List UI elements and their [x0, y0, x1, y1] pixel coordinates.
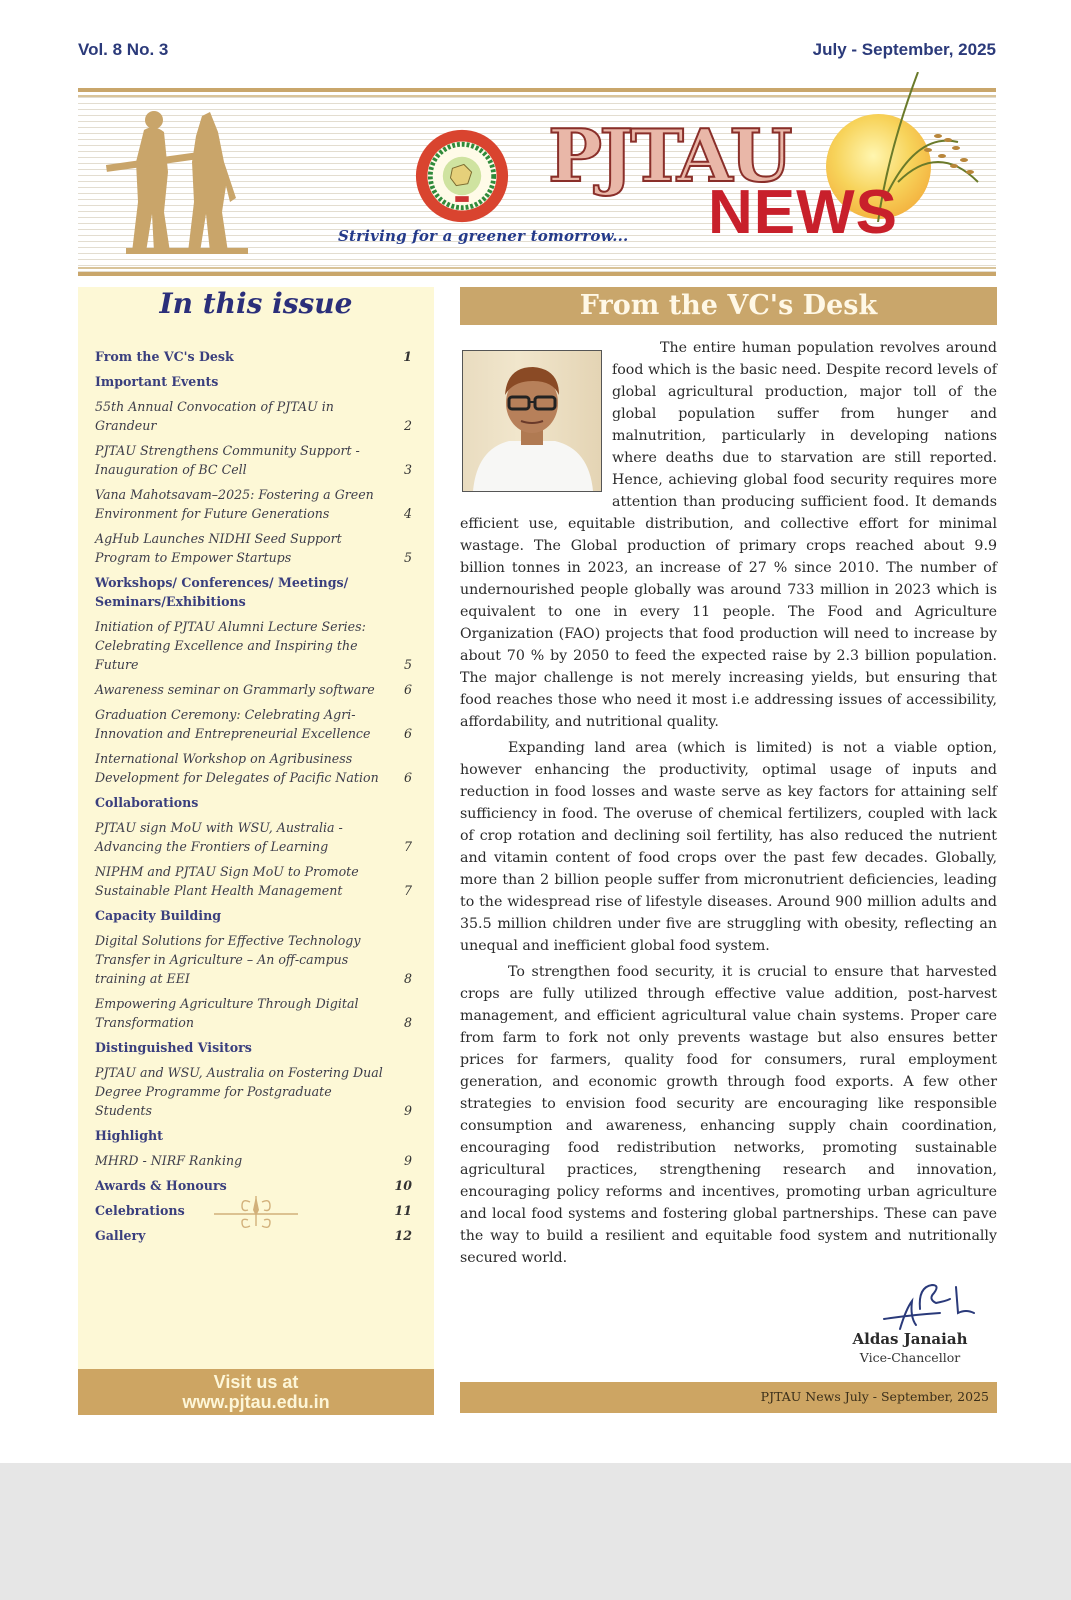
toc-item-title: Empowering Agriculture Through Digital Transformation [95, 996, 359, 1030]
toc-item-title: AgHub Launches NIDHI Seed Support Program to Empower Startups [95, 531, 342, 565]
vc-desk-article [460, 287, 997, 1365]
toc-item-title: International Workshop on Agribusiness Development for Delegates of Pacific Nation [95, 751, 379, 785]
toc-section-heading[interactable] [95, 906, 412, 925]
toc-item-title: Graduation Ceremony: Celebrating Agri-Innovation and Entrepreneurial Excellence [95, 707, 371, 741]
issue-period: July - September, 2025 [812, 40, 996, 59]
toc-entry[interactable] [95, 617, 412, 674]
toc-entry[interactable] [95, 862, 412, 900]
toc-list [95, 347, 412, 1251]
toc-item-title: Workshops/ Conferences/ Meetings/ Seminars/Exhibitions [95, 575, 349, 609]
toc-page-number: 11 [394, 1203, 412, 1218]
toc-item-title: PJTAU and WSU, Australia on Fostering Dual Degree Programme for Postgraduate Students [95, 1065, 383, 1118]
masthead-tagline: Striving for a greener tomorrow... [338, 227, 629, 245]
toc-page-number: 1 [403, 349, 412, 364]
toc-page-number: 2 [403, 418, 412, 433]
toc-section-heading[interactable] [95, 347, 412, 366]
toc-entry[interactable] [95, 705, 412, 743]
toc-section-heading[interactable] [95, 1126, 412, 1145]
farmers-silhouette-icon [106, 102, 256, 257]
toc-item-title: Gallery [95, 1228, 146, 1243]
toc-page-number: 4 [403, 506, 412, 521]
toc-item-title: PJTAU Strengthens Community Support - Inauguration of BC Cell [95, 443, 360, 477]
toc-item-title: 55th Annual Convocation of PJTAU in Grandeur [95, 399, 334, 433]
toc-section-heading[interactable] [95, 573, 412, 611]
toc-page-number: 12 [394, 1228, 412, 1243]
toc-entry[interactable] [95, 749, 412, 787]
toc-section-heading[interactable] [95, 1038, 412, 1057]
signature-block [820, 1279, 1000, 1365]
toc-page-number: 8 [403, 1015, 412, 1030]
toc-item-title: Collaborations [95, 795, 199, 810]
toc-entry[interactable] [95, 1063, 412, 1120]
vice-chancellor-photo [462, 350, 602, 492]
toc-page-number: 6 [403, 726, 412, 741]
table-of-contents [78, 287, 434, 1415]
toc-title: In this issue [159, 287, 353, 320]
article-paragraph: To strengthen food security, it is crucial to ensure that harvested crops are fully utilized through effective value addition, post-harvest management, and efficient agricultural value chain systems. Proper care from farm to fork not only prevents wastage but also ensures better prices for farmers, quality food for consumers, rural employment generation, and economic growth through food exports. A few other strategies to envision food security are encouraging like responsible consumption and awareness, enhancing supply chain coordination, encouraging food redistribution networks, promoting sustainable agricultural practices, strengthening research and innovation, encouraging policy reforms and incentives, promoting urban agriculture and local food systems and fostering global partnerships. These can pave the way to build a resilient and equitable food system and nutritionally secured world. [460, 964, 997, 1266]
logo-news-wordmark: NEWS [708, 178, 898, 247]
toc-item-title: Capacity Building [95, 908, 222, 923]
toc-item-title: Initiation of PJTAU Alumni Lecture Series: Celebrating Excellence and Inspiring the Future [95, 619, 366, 672]
toc-entry[interactable] [95, 931, 412, 988]
toc-page-number: 3 [403, 462, 412, 477]
toc-item-title: Important Events [95, 374, 219, 389]
toc-page-number: 9 [403, 1103, 412, 1118]
article-paragraph: The entire human population revolves around food which is the basic need. Despite record levels of global agricultural production, major toll of the global population suffer from hunger and malnutrition, particularly in developing nations where deaths due to starvation are still reported. Hence, achieving global food security requires more attention than producing sufficient food. It demands efficient use, equitable distribution, and collective effort for minimal wastage. The Global production of primary crops reached about 9.9 billion tonnes in 2023, an increase of 27 % since 2010. The number of undernourished people globally was around 733 million in 2023 which is equivalent to one in every 11 people. The Food and Agriculture Organization (FAO) projects that food production will need to increase by about 70 % by 2050 to feed the expected raise by 2.3 billion population. The major challenge is not merely increasing yields, but ensuring that food reaches those who need it most i.e addressing issues of accessibility, affordability, and nutritional quality. [460, 340, 997, 730]
visit-label: Visit us at [213, 1372, 299, 1392]
toc-entry[interactable] [95, 397, 412, 435]
toc-page-number: 8 [403, 971, 412, 986]
toc-section-heading[interactable] [95, 793, 412, 812]
university-seal-logo [414, 128, 510, 224]
toc-item-title: From the VC's Desk [95, 349, 234, 364]
toc-item-title: Awareness seminar on Grammarly software [95, 682, 375, 697]
toc-page-number: 5 [403, 657, 412, 672]
toc-item-title: Distinguished Visitors [95, 1040, 252, 1055]
toc-item-title: MHRD - NIRF Ranking [95, 1153, 243, 1168]
website-banner[interactable] [78, 1369, 434, 1415]
toc-item-title: Highlight [95, 1128, 163, 1143]
toc-entry[interactable] [95, 680, 412, 699]
toc-page-number: 6 [403, 770, 412, 785]
masthead-rule-bottom [78, 267, 996, 269]
toc-page-number: 7 [403, 839, 412, 854]
toc-entry[interactable] [95, 441, 412, 479]
toc-page-number: 10 [394, 1178, 412, 1193]
toc-entry[interactable] [95, 529, 412, 567]
toc-page-number: 7 [403, 883, 412, 898]
toc-page-number: 6 [403, 682, 412, 697]
toc-item-title: Awards & Honours [95, 1178, 227, 1193]
page-footer [460, 1382, 997, 1413]
toc-item-title: PJTAU sign MoU with WSU, Australia - Advancing the Frontiers of Learning [95, 820, 343, 854]
toc-item-title: Vana Mahotsavam–2025: Fostering a Green Environment for Future Generations [95, 487, 374, 521]
toc-section-heading[interactable] [95, 372, 412, 391]
toc-page-number: 9 [403, 1153, 412, 1168]
masthead-banner [78, 88, 996, 276]
toc-page-number: 5 [403, 550, 412, 565]
toc-item-title: NIPHM and PJTAU Sign MoU to Promote Sustainable Plant Health Management [95, 864, 359, 898]
toc-entry[interactable] [95, 994, 412, 1032]
running-title: PJTAU News July - September, 2025 [760, 1389, 989, 1404]
portrait-icon [463, 351, 601, 491]
toc-entry[interactable] [95, 1151, 412, 1170]
toc-entry[interactable] [95, 485, 412, 523]
volume-number: Vol. 8 No. 3 [78, 40, 169, 59]
article-paragraph: Expanding land area (which is limited) is not a viable option, however enhancing the productivity, optimal usage of inputs and reduction in food losses and waste serve as key factors for attaining self sufficiency in food. The overuse of chemical fertilizers, coupled with lack of crop rotation and declining soil fertility, has also reduced the nutrient and vitamin content of food crops over the past few decades. Globally, more than 2 billion people suffer from micronutrient deficiencies, leading to the widespread rise of lifestyle diseases. Around 900 million adults and 35.5 million children under five are struggling with obesity, reflecting an unequal and inefficient global food system. [460, 740, 997, 954]
logo-pjtau-wordmark: PJTAU [548, 113, 790, 198]
signatory-role: Vice-Chancellor [859, 1350, 961, 1365]
article-title: From the VC's Desk [460, 287, 997, 325]
website-link[interactable]: www.pjtau.edu.in [182, 1392, 330, 1412]
toc-entry[interactable] [95, 818, 412, 856]
decorative-flourish-icon [214, 1192, 298, 1236]
signatory-name: Aldas Janaiah [852, 1330, 968, 1348]
handwritten-signature [880, 1279, 980, 1334]
toc-item-title: Celebrations [95, 1203, 185, 1218]
toc-item-title: Digital Solutions for Effective Technology Transfer in Agriculture – An off-campus training at EEI [95, 933, 361, 986]
article-body [460, 337, 997, 1269]
